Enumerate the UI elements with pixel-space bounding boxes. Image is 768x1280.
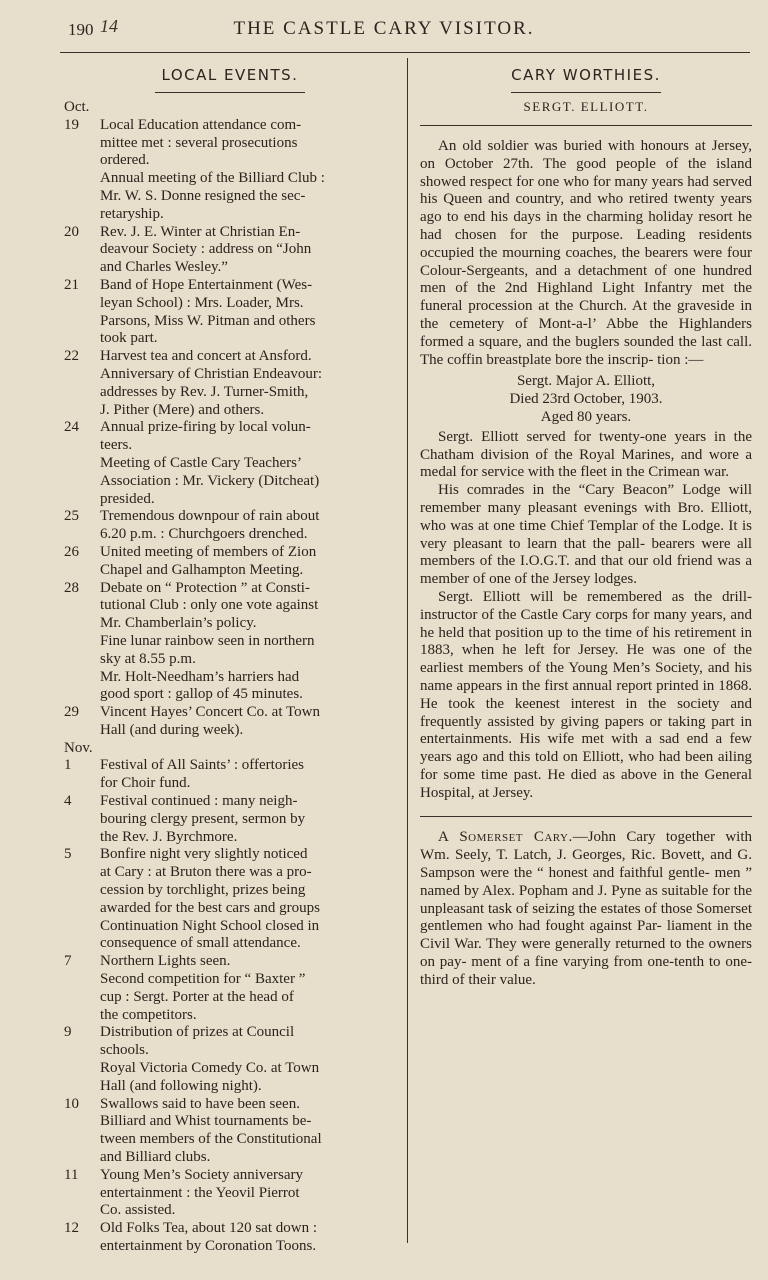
event-entry [62, 277, 398, 348]
event-day: 22 [64, 348, 79, 365]
event-text [100, 580, 398, 705]
event-line: ordered. [100, 152, 150, 169]
header-rule [60, 52, 750, 53]
event-text [100, 953, 398, 1024]
event-line: Annual meeting of the Billiard Club : [100, 170, 325, 187]
event-line: Rev. J. E. Winter at Christian En- [100, 223, 301, 240]
event-line: Mr. Holt-Needham’s harriers had [100, 668, 300, 685]
event-line: addresses by Rev. J. Turner-Smith, [100, 383, 309, 400]
event-line: cession by torchlight, prizes being [100, 882, 306, 899]
event-line: Second competition for “ Baxter ” [100, 971, 306, 988]
section-rule [511, 92, 661, 93]
event-text [100, 117, 398, 224]
event-line: Swallows said to have been seen. [100, 1095, 300, 1112]
event-entry [62, 953, 398, 1024]
local-events-column [62, 62, 398, 1256]
handwritten-page-mark: 14 [100, 16, 118, 36]
event-day: 28 [64, 579, 79, 596]
event-line: at Cary : at Bruton there was a pro- [100, 864, 312, 881]
article-subtitle: SERGT. ELLIOTT. [523, 99, 649, 114]
event-text [100, 1220, 398, 1256]
cary-worthies-column [420, 62, 752, 990]
event-text [100, 793, 398, 846]
event-text [100, 704, 398, 740]
event-day: 19 [64, 116, 79, 133]
event-day: 21 [64, 276, 79, 293]
somerset-cary-text: —John Cary together with Wm. Seely, T. Latch, J. Georges, Ric. Bovett, and G. Sampson were the “ honest and faithful gentle- men ” named by Alex. Popham and J. Pyne as suitable for the unpleasant task of seizing the estates of those Somerset gentlemen who had fought against Par- liament in the Civil War. They were generally returned to the owners on pay- ment of a fine varying from one-tenth to one-third of their value. [420, 829, 753, 988]
event-day: 29 [64, 704, 79, 721]
journal-title: THE CASTLE CARY VISITOR. [233, 18, 535, 39]
event-entry [62, 704, 398, 740]
event-line: Harvest tea and concert at Ansford. [100, 348, 312, 365]
event-line: Billiard and Whist tournaments be- [100, 1113, 312, 1130]
article-paragraph: An old soldier was buried with honours at Jersey, on October 27th. The good people of the island showed respect for one who for many years had served his Queen and country, and who retired twenty years ago to end his days in the charming holiday resort he had chosen for the purpose. Leading residents occupied the mourning coaches, the bearers were four Colour-Sergeants, and a detachment of one hundred men of the 2nd Highland Light Infantry met the funeral procession at the Church. At the graveside in the cemetery of Mont-a-l’ Abbe the Highlanders formed a square, and the buglers sounded the last call. The coffin breastplate bore the inscrip- tion :— [420, 138, 752, 368]
event-day: 25 [64, 508, 79, 525]
event-line: took part. [100, 330, 158, 347]
event-line: the competitors. [100, 1006, 197, 1023]
event-text [100, 544, 398, 580]
event-day: 4 [64, 793, 72, 810]
event-line: presided. [100, 490, 155, 507]
event-day: 11 [64, 1166, 79, 1183]
event-line: awarded for the best cars and groups [100, 899, 320, 916]
event-line: Northern Lights seen. [100, 953, 231, 970]
event-line: Association : Mr. Vickery (Ditcheat) [100, 472, 320, 489]
event-day: 1 [64, 757, 72, 774]
event-line: entertainment by Coronation Toons. [100, 1238, 317, 1254]
nov-events-list [62, 757, 398, 1255]
inscription-line: Died 23rd October, 1903. [509, 391, 663, 408]
event-line: Young Men’s Society anniversary [100, 1166, 304, 1183]
event-line: Hall (and following night). [100, 1077, 262, 1094]
event-day: 26 [64, 543, 79, 560]
event-line: Chapel and Galhampton Meeting. [100, 561, 304, 578]
event-line: J. Pither (Mere) and others. [100, 401, 265, 418]
event-line: Band of Hope Entertainment (Wes- [100, 276, 313, 293]
event-line: mittee met : several prosecutions [100, 134, 298, 151]
event-line: Distribution of prizes at Council [100, 1024, 295, 1041]
event-day: 12 [64, 1220, 79, 1237]
event-day: 5 [64, 846, 72, 863]
event-line: for Choir fund. [100, 775, 191, 792]
local-events-title: LOCAL EVENTS. [161, 66, 299, 84]
article-paragraph: Sergt. Elliott served for twenty-one years in the Chatham division of the Royal Marines, and wore a medal for service with the fleet in the Crimean war. [420, 428, 752, 481]
page-header [0, 14, 768, 48]
event-text [100, 846, 398, 953]
event-entry [62, 348, 398, 419]
event-line: the Rev. J. Byrchmore. [100, 828, 238, 845]
event-line: Tremendous downpour of rain about [100, 508, 320, 525]
event-text [100, 757, 398, 793]
event-line: Festival continued : many neigh- [100, 793, 298, 810]
event-line: tween members of the Constitutional [100, 1131, 322, 1148]
event-text [100, 1096, 398, 1167]
event-entry [62, 544, 398, 580]
event-day: 10 [64, 1095, 79, 1112]
article-end-rule [420, 816, 752, 817]
event-line: Meeting of Castle Cary Teachers’ [100, 454, 302, 471]
event-line: schools. [100, 1042, 149, 1059]
event-line: and Charles Wesley.” [100, 259, 228, 276]
event-line: Bonfire night very slightly noticed [100, 846, 308, 863]
event-line: Parsons, Miss W. Pitman and others [100, 312, 316, 329]
event-line: Annual prize-firing by local volun- [100, 419, 311, 436]
event-entry [62, 846, 398, 953]
inscription-line: Aged 80 years. [540, 408, 632, 425]
event-line: Co. assisted. [100, 1202, 176, 1219]
event-line: Continuation Night School closed in [100, 917, 320, 934]
month-label-nov: Nov. [64, 739, 93, 756]
somerset-cary-heading: A Somerset Cary. [438, 829, 573, 846]
event-line: Local Education attendance com- [100, 116, 302, 133]
event-line: United meeting of members of Zion [100, 543, 317, 560]
event-text [100, 224, 398, 277]
event-day: 20 [64, 223, 79, 240]
event-entry [62, 1096, 398, 1167]
event-line: Mr. W. S. Donne resigned the sec- [100, 187, 306, 204]
event-entry [62, 757, 398, 793]
event-line: deavour Society : address on “John [100, 241, 312, 258]
article-paragraph: Sergt. Elliott will be remembered as the drill-instructor of the Castle Cary corps for many years, and he held that position up to the time of his retirement in 1883, when he left for Jersey. He was one of the earliest members of the Young Men’s Society, and his name appears in the first annual report printed in 1868. He took the keenest interest in the society and frequently assisted by giving papers or taking part in entertainments. His wife met with a sad end a few years ago and this told on Elliott, who had been ailing for some time past. He died as above in the General Hospital, at Jersey. [420, 588, 752, 801]
event-line: tutional Club : only one vote against [100, 597, 319, 614]
event-line: and Billiard clubs. [100, 1149, 211, 1166]
event-line: leyan School) : Mrs. Loader, Mrs. [100, 294, 304, 311]
event-line: consequence of small attendance. [100, 935, 301, 952]
event-line: good sport : gallop of 45 minutes. [100, 686, 303, 703]
cary-worthies-title: CARY WORTHIES. [511, 66, 661, 84]
event-line: Old Folks Tea, about 120 sat down : [100, 1220, 317, 1237]
event-line: cup : Sergt. Porter at the head of [100, 988, 294, 1005]
event-line: Fine lunar rainbow seen in northern [100, 632, 315, 649]
event-text [100, 1167, 398, 1220]
event-text [100, 348, 398, 419]
event-entry [62, 580, 398, 705]
event-day: 9 [64, 1024, 72, 1041]
event-line: teers. [100, 437, 133, 454]
event-line: retaryship. [100, 205, 164, 222]
oct-events-list [62, 117, 398, 740]
subtitle-rule [420, 125, 752, 126]
event-line: entertainment : the Yeovil Pierrot [100, 1184, 300, 1201]
event-line: Hall (and during week). [100, 721, 244, 738]
article-paragraph: His comrades in the “Cary Beacon” Lodge will remember many pleasant evenings with Bro. Elliott, who was at one time Chief Templar of the Lodge. It is very pleasant to learn that the pall- bearers were all members of the I.O.G.T. and that our old friend was a member of one of the Jersey lodges. [420, 482, 752, 588]
event-line: Mr. Chamberlain’s policy. [100, 615, 257, 632]
inscription-block [420, 373, 752, 426]
event-text [100, 277, 398, 348]
event-line: Vincent Hayes’ Concert Co. at Town [100, 704, 320, 721]
event-text [100, 508, 398, 544]
event-entry [62, 793, 398, 846]
event-day: 24 [64, 419, 79, 436]
event-entry [62, 1220, 398, 1256]
event-line: bouring clergy present, sermon by [100, 810, 306, 827]
event-entry [62, 224, 398, 277]
month-label-oct: Oct. [64, 99, 90, 115]
event-line: 6.20 p.m. : Churchgoers drenched. [100, 526, 308, 543]
event-entry [62, 1024, 398, 1095]
event-day: 7 [64, 953, 72, 970]
event-entry [62, 419, 398, 508]
inscription-line: Sergt. Major A. Elliott, [516, 373, 656, 390]
event-line: Debate on “ Protection ” at Consti- [100, 579, 310, 596]
column-divider [407, 58, 408, 1243]
event-line: Festival of All Saints’ : offertories [100, 757, 305, 774]
event-entry [62, 117, 398, 224]
page-number: 190 [68, 20, 94, 39]
somerset-cary-note [420, 829, 752, 989]
event-line: Anniversary of Christian Endeavour: [100, 365, 323, 382]
section-rule [155, 92, 305, 93]
event-line: sky at 8.55 p.m. [100, 650, 196, 667]
event-text [100, 419, 398, 508]
event-entry [62, 1167, 398, 1220]
event-line: Royal Victoria Comedy Co. at Town [100, 1060, 320, 1077]
event-entry [62, 508, 398, 544]
event-text [100, 1024, 398, 1095]
